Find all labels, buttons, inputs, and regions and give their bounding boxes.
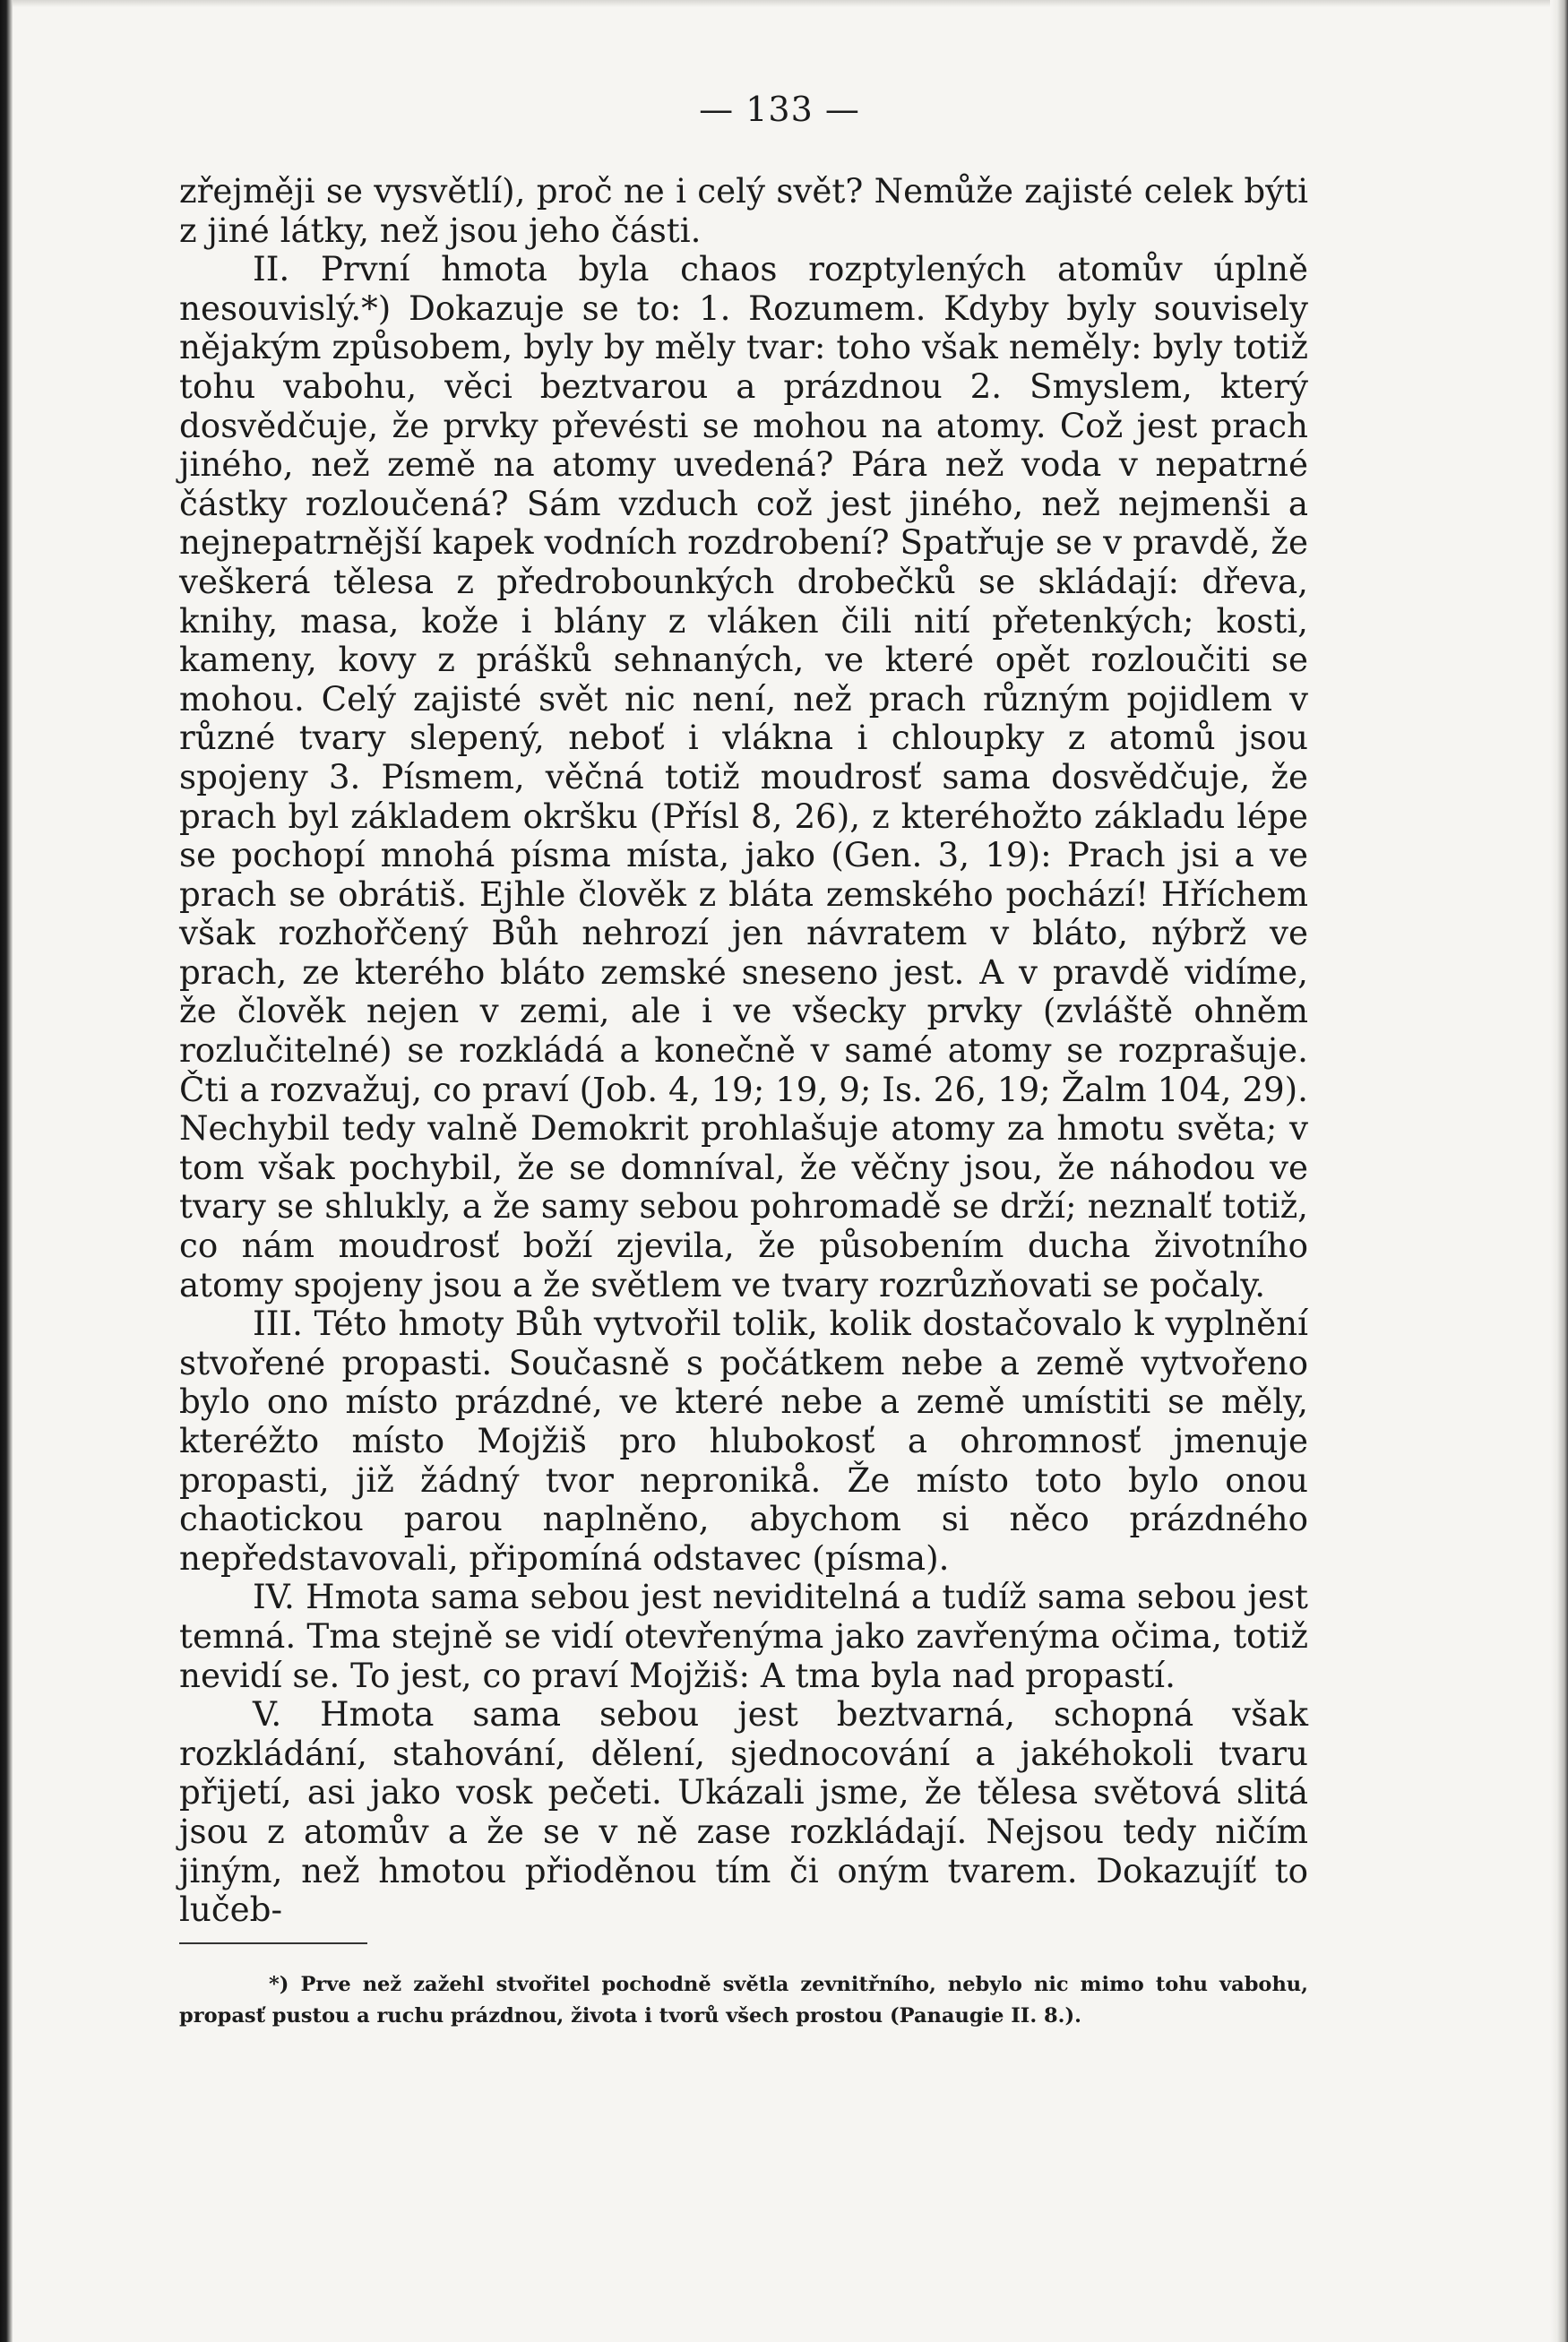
footnote-text: *) Prve než zažehl stvořitel pochodně světla zevnitřního, nebylo nic mimo tohu vabohu, propasť pustou a ruchu prázdnou, života i tvorů všech prostou (Panaugie II. 8.). <box>179 1972 1308 2028</box>
paragraph-III: III. Této hmoty Bůh vytvořil tolik, kolik dostačovalo k vyplnění stvořené propasti. Současně s počátkem nebe a země vytvořeno bylo ono místo prázdné, ve které nebe a země umístiti se měly, kteréžto místo Mojžiš pro hlubokosť a ohromnosť jmenuje propasti, již žádný tvor nepronikå. Že místo toto bylo onou chaotickou parou naplněno, abychom si něco prázdného nepředstavovali, připomíná odstavec (písma). <box>179 1304 1308 1578</box>
paragraph-II: II. První hmota byla chaos rozptylených atomův úplně nesouvislý.*) Dokazuje se to: 1. Rozumem. Kdyby byly souvisely nějakým způsobem, byly by měly tvar: toho však neměly: byly totiž tohu vabohu, věci beztvarou a prázdnou 2. Smyslem, který dosvědčuje, že prvky převésti se mohou na atomy. Což jest prach jiného, než země na atomy uvedená? Pára než voda v nepatrné částky rozloučená? Sám vzduch což jest jiného, než nejmenši a nejnepatrnější kapek vodních rozdrobení? Spatřuje se v pravdě, že veškerá tělesa z předrobounkých drobečků se skládají: dřeva, knihy, masa, kože i blány z vláken čili nití přetenkých; kosti, kameny, kovy z prášků sehnaných, ve které opět rozloučiti se mohou. Celý zajisté svět nic není, než prach různým pojidlem v různé tvary slepený, neboť i vlákna i chloupky z atomů jsou spojeny 3. Písmem, věčná totiž moudrosť sama dosvědčuje, že prach byl základem okršku (Přísl 8, 26), z kteréhožto základu lépe se pochopí mnohá písma místa, jako (Gen. 3, 19): Prach jsi a ve prach se obrátiš. Ejhle člověk z bláta zemského pochází! Hříchem však rozhořčený Bůh nehrozí jen návratem v bláto, nýbrž ve prach, ze kterého bláto zemské sneseno jest. A v pravdě vidíme, že člověk nejen v zemi, ale i ve všecky prvky (zvláště ohněm rozlučitelné) se rozkládá a konečně v samé atomy se rozprašuje. Čti a rozvažuj, co praví (Job. 4, 19; 19, 9; Is. 26, 19; Žalm 104, 29). Nechybil tedy valně Demokrit prohlašuje atomy za hmotu světa; v tom však pochybil, že se domníval, že věčny jsou, že náhodou ve tvary se shlukly, a že samy sebou pohromadě se drží; neznalť totiž, co nám moudrosť boží zjevila, že působením ducha životního atomy spojeny jsou a že světlem ve tvary rozrůzňovati se počaly. <box>179 249 1308 1304</box>
page-number: — 133 — <box>699 90 860 129</box>
scan-edge-right <box>1550 0 1568 2342</box>
footnote <box>179 1969 1308 2032</box>
paragraph-continuation: zřejměji se vysvětlí), proč ne i celý svět? Nemůže zajisté celek býti z jiné látky, než jsou jeho části. <box>179 171 1308 250</box>
footnote-divider <box>179 1942 367 1944</box>
body-text <box>179 172 1308 1930</box>
scan-edge-top <box>0 0 1568 7</box>
book-page <box>179 90 1308 2032</box>
paragraph-V: V. Hmota sama sebou jest beztvarná, schopná však rozkládání, stahování, dělení, sjednocování a jakéhokoli tvaru přijetí, asi jako vosk pečeti. Ukázali jsme, že tělesa světová slitá jsou z atomův a že se v ně zase rozkládají. Nejsou tedy ničím jiným, než hmotou přioděnou tím či oným tvarem. Dokazujíť to lučeb- <box>179 1694 1308 1930</box>
scan-edge-left <box>0 0 13 2342</box>
paragraph-IV: IV. Hmota sama sebou jest neviditelná a tudíž sama sebou jest temná. Tma stejně se vidí otevřenýma jako zavřenýma očima, totiž nevidí se. To jest, co praví Mojžiš: A tma byla nad propastí. <box>179 1577 1308 1695</box>
